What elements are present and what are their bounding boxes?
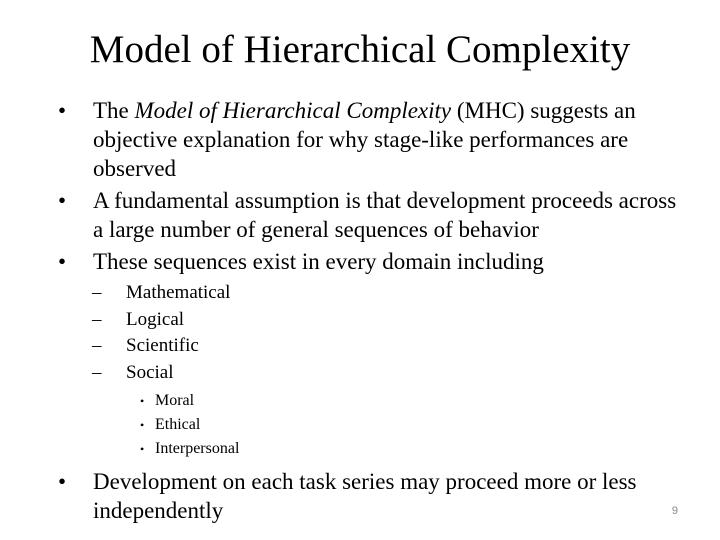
- domain-item-mathematical: [58, 280, 678, 307]
- dash-icon: –: [92, 361, 102, 383]
- bullet-icon: •: [58, 98, 67, 123]
- slide-title: Model of Hierarchical Complexity: [89, 28, 631, 71]
- bullet-icon: •: [58, 469, 67, 494]
- bullet-icon: •: [140, 418, 145, 432]
- bullet-item-sequences: [58, 247, 678, 276]
- dash-icon: –: [92, 308, 102, 330]
- subitem-label: Ethical: [155, 416, 201, 433]
- bullet-text-emphasis: Model of Hierarchical Complexity: [134, 98, 452, 123]
- domain-label: Logical: [126, 308, 185, 330]
- slide-content: [58, 96, 678, 528]
- bullet-icon: •: [140, 442, 145, 456]
- bullet-icon: •: [58, 249, 67, 274]
- subitem-label: Moral: [155, 392, 195, 409]
- domain-label: Scientific: [126, 335, 199, 356]
- bullet-icon: •: [140, 394, 145, 408]
- bullet-icon: •: [58, 188, 67, 213]
- bullet-item-assumption: [58, 186, 678, 244]
- social-subitem-moral: [58, 389, 678, 413]
- domain-list: [58, 280, 678, 461]
- domain-label: Social: [126, 361, 174, 383]
- bullet-text: Development on each task series may proceed more or less independently: [93, 469, 637, 523]
- bullet-text: These sequences exist in every domain including: [93, 249, 544, 274]
- domain-item-scientific: [58, 333, 678, 360]
- social-subitem-list: [58, 389, 678, 461]
- social-subitem-interpersonal: [58, 437, 678, 461]
- bullet-text-pre: The: [93, 98, 135, 123]
- domain-item-social: [58, 360, 678, 387]
- bullet-item-development: [58, 467, 678, 525]
- domain-label: Mathematical: [126, 282, 231, 303]
- social-subitem-ethical: [58, 413, 678, 437]
- bullet-text-post: (MHC) suggests an objective explanation for why stage-like performances are observed: [93, 98, 636, 181]
- bullet-text: A fundamental assumption is that development proceeds across a large number of general sequences of behavior: [93, 188, 677, 242]
- page-number: 9: [671, 505, 678, 517]
- domain-item-logical: [58, 307, 678, 334]
- subitem-label: Interpersonal: [155, 440, 240, 457]
- bullet-item-mhc: [58, 96, 678, 183]
- dash-icon: –: [92, 282, 102, 303]
- dash-icon: –: [92, 335, 102, 356]
